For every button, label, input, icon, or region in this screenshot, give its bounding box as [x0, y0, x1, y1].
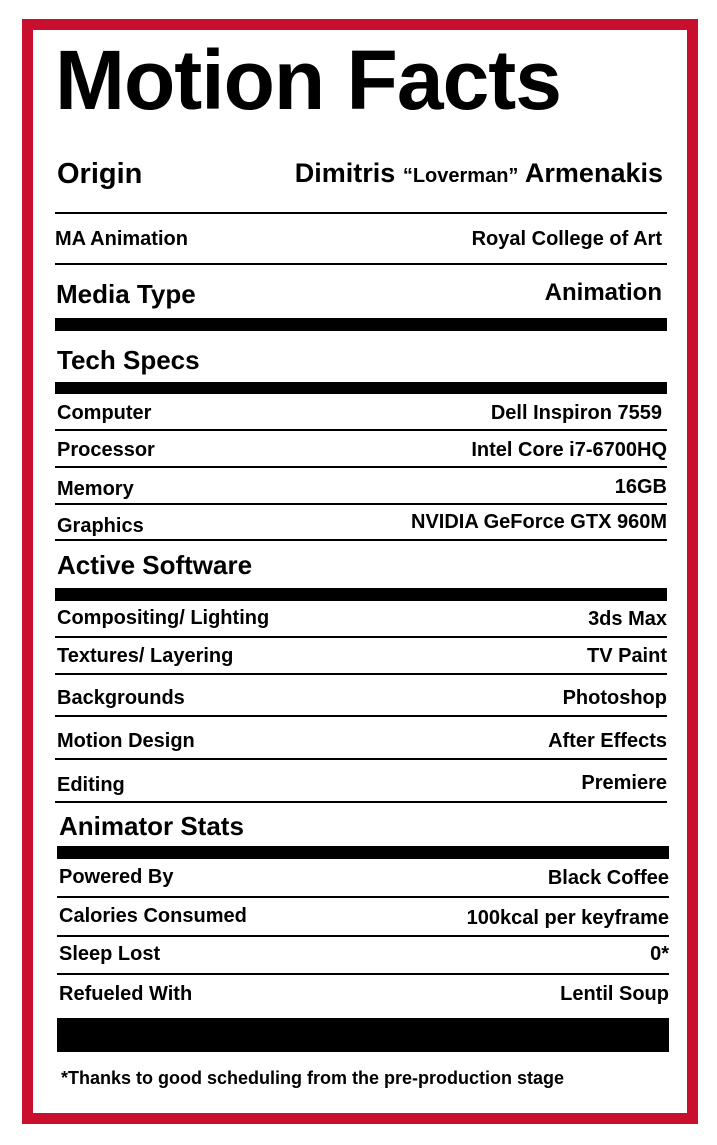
divider [55, 466, 667, 468]
origin-first-name: Dimitris [294, 158, 396, 188]
software-label-motion-design: Motion Design [57, 730, 195, 752]
divider [55, 539, 667, 541]
software-label-editing: Editing [57, 774, 125, 796]
divider [57, 935, 669, 937]
software-value-textures: TV Paint [586, 645, 667, 667]
software-label-compositing: Compositing/ Lighting [57, 607, 270, 629]
thick-divider [57, 846, 669, 859]
active-software-heading: Active Software [57, 550, 253, 580]
spec-value-graphics: NVIDIA GeForce GTX 960M [411, 511, 667, 533]
stat-value-sleep-lost: 0* [650, 943, 669, 965]
software-value-backgrounds: Photoshop [562, 687, 667, 709]
divider [57, 973, 669, 975]
stat-value-calories: 100kcal per keyframe [466, 907, 669, 929]
divider [55, 212, 667, 214]
thick-divider [55, 318, 667, 331]
stat-label-powered-by: Powered By [59, 866, 174, 888]
divider [55, 758, 667, 760]
software-label-textures: Textures/ Layering [57, 645, 234, 667]
divider [55, 673, 667, 675]
footnote: *Thanks to good scheduling from the pre-production stage [61, 1068, 565, 1088]
spec-label-processor: Processor [57, 439, 155, 461]
software-value-motion-design: After Effects [548, 730, 667, 752]
divider [55, 636, 667, 638]
divider [55, 503, 667, 505]
program-label: MA Animation [55, 228, 188, 250]
media-type-value: Animation [544, 279, 662, 306]
divider [55, 801, 667, 803]
stat-label-refueled-with: Refueled With [59, 983, 193, 1005]
thick-divider [55, 382, 667, 394]
spec-value-computer: Dell Inspiron 7559 [490, 402, 662, 424]
spec-label-computer: Computer [57, 402, 152, 424]
origin-label: Origin [57, 158, 143, 190]
program-value: Royal College of Art [471, 228, 662, 250]
stat-label-calories: Calories Consumed [59, 905, 247, 927]
divider [55, 715, 667, 717]
software-label-backgrounds: Backgrounds [57, 687, 185, 709]
spec-label-memory: Memory [57, 478, 134, 500]
origin-value [295, 158, 663, 189]
stat-label-sleep-lost: Sleep Lost [59, 943, 161, 965]
origin-nickname: “Loverman” [402, 165, 519, 187]
tech-specs-heading: Tech Specs [57, 345, 200, 375]
stat-value-refueled-with: Lentil Soup [560, 983, 669, 1005]
divider [55, 263, 667, 265]
origin-last-name: Armenakis [524, 158, 663, 188]
software-value-editing: Premiere [581, 772, 667, 794]
divider [55, 429, 667, 431]
spec-value-processor: Intel Core i7-6700HQ [471, 439, 667, 461]
bottom-black-bar [57, 1018, 669, 1052]
spec-value-memory: 16GB [614, 476, 667, 498]
spec-label-graphics: Graphics [57, 515, 144, 537]
animator-stats-heading: Animator Stats [59, 811, 244, 841]
software-value-compositing: 3ds Max [588, 608, 667, 630]
stat-value-powered-by: Black Coffee [547, 867, 669, 889]
thick-divider [55, 588, 667, 601]
page-title: Motion Facts [55, 33, 561, 127]
divider [57, 896, 669, 898]
media-type-label: Media Type [56, 279, 196, 309]
